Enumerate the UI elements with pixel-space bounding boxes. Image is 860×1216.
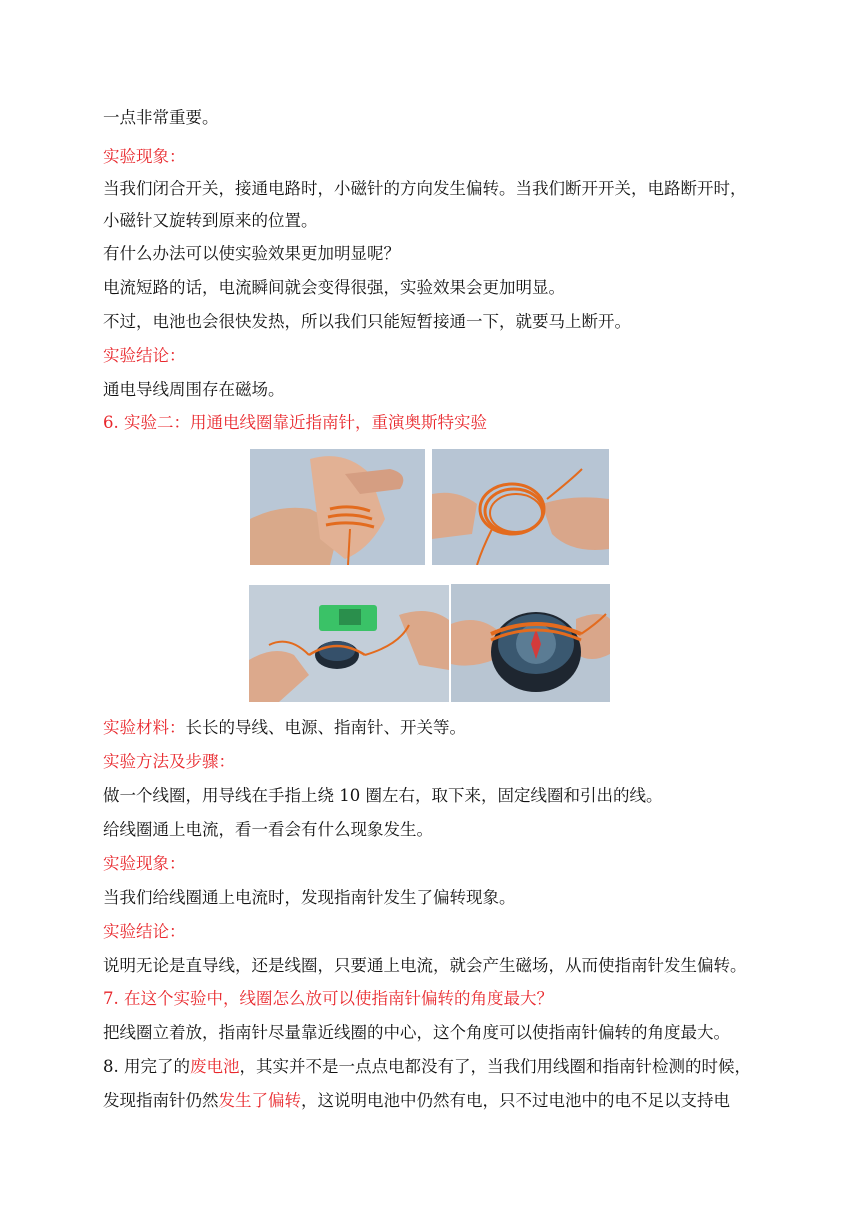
heading-conclusion: 实验结论：	[103, 922, 186, 941]
paragraph: 做一个线圈，用导线在手指上绕 10 圈左右，取下来，固定线圈和引出的线。	[103, 786, 663, 805]
highlight-waste-battery: 废电池	[190, 1057, 240, 1076]
paragraph: 小磁针又旋转到原来的位置。	[103, 211, 318, 230]
paragraph: 通电导线周围存在磁场。	[103, 380, 285, 399]
text-run: 8. 用完了的	[103, 1057, 190, 1076]
paragraph: 电流短路的话，电流瞬间就会变得很强，实验效果会更加明显。	[103, 278, 565, 297]
heading-experiment-2: 6. 实验二：用通电线圈靠近指南针，重演奥斯特实验	[103, 413, 487, 432]
heading-phenomenon: 实验现象：	[103, 147, 186, 166]
paragraph	[103, 1055, 751, 1079]
heading-phenomenon: 实验现象：	[103, 854, 186, 873]
paragraph: 把线圈立着放，指南针尽量靠近线圈的中心，这个角度可以使指南针偏转的角度最大。	[103, 1023, 730, 1042]
text-run: ，这说明电池中仍然有电，只不过电池中的电不足以支持电	[301, 1091, 730, 1110]
paragraph: 当我们闭合开关，接通电路时，小磁针的方向发生偏转。当我们断开开关，电路断开时，	[103, 179, 747, 198]
photo-coil-removed	[432, 449, 609, 565]
paragraph: 不过，电池也会很快发热，所以我们只能短暂接通一下，就要马上断开。	[103, 312, 631, 331]
photo-winding-coil-on-fingers	[250, 449, 425, 565]
text-run: 发现指南针仍然	[103, 1091, 219, 1110]
paragraph: 说明无论是直导线，还是线圈，只要通上电流，就会产生磁场，从而使指南针发生偏转。	[103, 956, 747, 975]
text-run: ，其实并不是一点点电都没有了，当我们用线圈和指南针检测的时候，	[239, 1057, 751, 1076]
highlight-deflection: 发生了偏转	[218, 1091, 301, 1110]
paragraph	[103, 1089, 730, 1113]
paragraph: 给线圈通上电流，看一看会有什么现象发生。	[103, 820, 433, 839]
paragraph: 当我们给线圈通上电流时，发现指南针发生了偏转现象。	[103, 888, 516, 907]
materials-text: 长长的导线、电源、指南针、开关等。	[185, 718, 466, 737]
photo-coil-around-compass	[451, 584, 610, 702]
photo-battery-and-compass	[249, 585, 449, 702]
paragraph: 有什么办法可以使实验效果更加明显呢？	[103, 244, 400, 263]
paragraph: 一点非常重要。	[103, 108, 219, 127]
heading-question-7: 7. 在这个实验中，线圈怎么放可以使指南针偏转的角度最大？	[103, 989, 553, 1008]
heading-conclusion: 实验结论：	[103, 346, 186, 365]
materials-label: 实验材料：	[103, 718, 186, 737]
materials-line	[103, 716, 466, 740]
heading-method: 实验方法及步骤：	[103, 752, 235, 771]
